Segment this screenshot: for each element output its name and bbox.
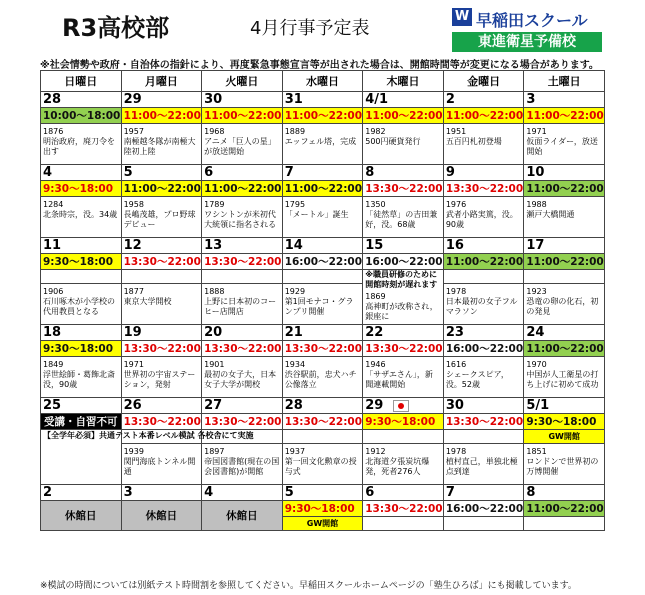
hours-row: [41, 414, 605, 430]
hours-cell: 11:00～22:00: [282, 108, 363, 124]
hours-cell: 11:00～22:00: [443, 108, 524, 124]
weekday-header-row: [41, 71, 605, 92]
mock-exam-note: 【全学年必須】共通テスト本番レベル模試 各校舎にて実施: [41, 430, 122, 485]
date-cell: 14: [282, 238, 363, 254]
date-cell: 5: [121, 165, 202, 181]
date-cell: 2: [443, 92, 524, 108]
empty-cell: [443, 517, 524, 531]
date-cell: 8: [363, 165, 444, 181]
weekday-header: 月曜日: [121, 71, 202, 92]
empty-cell: [524, 270, 605, 284]
history-event-cell: 1951 五百円札初登場: [443, 124, 524, 165]
date-cell: 5/1: [524, 398, 605, 414]
empty-cell: [524, 517, 605, 531]
date-cell: 8: [524, 485, 605, 501]
date-cell: 12: [121, 238, 202, 254]
weekday-header: 日曜日: [41, 71, 122, 92]
date-cell: 29: [121, 92, 202, 108]
date-cell: 5: [282, 485, 363, 501]
history-event-cell: 1876 明治政府，廃刀令を出す: [41, 124, 122, 165]
hours-cell: 11:00～22:00: [524, 501, 605, 517]
history-event-cell: 1958 長嶋茂雄，プロ野球デビュー: [121, 197, 202, 238]
school-logo: [452, 8, 602, 30]
history-event-cell: 1946 「サザエさん」，新聞連載開始: [363, 357, 444, 398]
date-cell: 3: [524, 92, 605, 108]
japan-flag-icon: [393, 400, 409, 412]
hours-cell: 13:30～22:00: [363, 501, 444, 517]
date-cell: 3: [121, 485, 202, 501]
date-cell: 4: [202, 485, 283, 501]
history-event-cell: 1616 シェークスピア，没。52歳: [443, 357, 524, 398]
event-row: [41, 284, 605, 325]
date-cell: 16: [443, 238, 524, 254]
hours-cell: 11:00～22:00: [524, 181, 605, 197]
hours-cell: 11:00～22:00: [524, 254, 605, 270]
event-row: [41, 444, 605, 485]
history-event-cell: 1789 ワシントンが米初代大統領に指名される: [202, 197, 283, 238]
date-row: [41, 325, 605, 341]
history-event-cell: 1968 アニメ「巨人の星」が放送開始: [202, 124, 283, 165]
empty-cell: [443, 430, 524, 444]
hours-cell: 9:30～18:00: [41, 254, 122, 270]
date-row: [41, 165, 605, 181]
date-cell: 29: [363, 398, 444, 414]
gw-open-badge: GW開館: [282, 517, 363, 531]
hours-cell: 11:00～22:00: [524, 108, 605, 124]
hours-cell: 16:00～22:00: [363, 254, 444, 270]
hours-cell: 9:30～18:00: [41, 181, 122, 197]
date-cell: 4/1: [363, 92, 444, 108]
history-event-cell: 1851 ロンドンで世界初の万博開催: [524, 444, 605, 485]
date-cell: 30: [443, 398, 524, 414]
hours-cell: 13:30～22:00: [363, 341, 444, 357]
history-event-cell: 1869 高神町が改称され，銀座に: [365, 292, 438, 321]
date-cell: 27: [202, 398, 283, 414]
event-row: [41, 197, 605, 238]
date-cell: 23: [443, 325, 524, 341]
hours-cell: 16:00～22:00: [443, 341, 524, 357]
hours-cell: 16:00～22:00: [282, 254, 363, 270]
date-row: [41, 92, 605, 108]
weekday-header: 水曜日: [282, 71, 363, 92]
history-event-cell: 1906 石川啄木が小学校の代用教員となる: [41, 284, 122, 325]
history-event-cell: 1897 帝国図書館(現在の国会図書館)が開館: [202, 444, 283, 485]
date-cell: 31: [282, 92, 363, 108]
date-cell: 24: [524, 325, 605, 341]
hours-cell: 休館日: [41, 501, 122, 531]
hours-cell: 11:00～22:00: [202, 108, 283, 124]
empty-cell: [363, 517, 444, 531]
hours-cell: 11:00～22:00: [443, 254, 524, 270]
history-event-cell: 1957 南極越冬隊が南極大陸初上陸: [121, 124, 202, 165]
date-cell: 28: [282, 398, 363, 414]
date-cell: 11: [41, 238, 122, 254]
hours-cell: 13:30～22:00: [202, 254, 283, 270]
note-row: [41, 430, 605, 444]
date-cell: 17: [524, 238, 605, 254]
page-subtitle: 4月行事予定表: [250, 18, 370, 39]
hours-cell: 10:00～18:00: [41, 108, 122, 124]
history-event-cell: 1877 東京大学開校: [121, 284, 202, 325]
hours-cell: 16:00～22:00: [443, 501, 524, 517]
date-cell: 28: [41, 92, 122, 108]
history-event-cell: 1901 最初の女子大，日本女子大学が開校: [202, 357, 283, 398]
empty-cell: [121, 270, 202, 284]
history-event-cell: 1978 植村直己，単独北極点到達: [443, 444, 524, 485]
w-logo-icon: W: [452, 8, 472, 26]
date-cell: 4: [41, 165, 122, 181]
empty-cell: [282, 430, 363, 444]
notice-text: ※社会情勢や政府・自治体の指針により、再度緊急事態宣言等が出された場合は、開館時間等が変更になる場合があります。: [40, 60, 599, 71]
history-event-cell: 1888 上野に日本初のコーヒー店開店: [202, 284, 283, 325]
history-event-cell: 1849 浮世絵師・葛飾北斎没，90歳: [41, 357, 122, 398]
toshin-logo: 東進衛星予備校: [452, 32, 602, 52]
date-cell: 7: [443, 485, 524, 501]
date-cell: 20: [202, 325, 283, 341]
date-cell: 10: [524, 165, 605, 181]
date-row: [41, 238, 605, 254]
date-cell: 13: [202, 238, 283, 254]
hours-cell: 13:30～22:00: [282, 341, 363, 357]
empty-cell: [202, 270, 283, 284]
history-event-cell: 1978 日本最初の女子フルマラソン: [443, 284, 524, 325]
weekday-header: 金曜日: [443, 71, 524, 92]
weekday-header: 火曜日: [202, 71, 283, 92]
weekday-header: 土曜日: [524, 71, 605, 92]
hours-row: [41, 254, 605, 270]
history-event-cell: 1971 仮面ライダー，放送開始: [524, 124, 605, 165]
date-row: [41, 398, 605, 414]
logo-text-top: 早稲田スクール: [476, 11, 588, 30]
date-cell: 2: [41, 485, 122, 501]
history-event-cell: 1889 エッフェル塔，完成: [282, 124, 363, 165]
history-event-cell: 1982 500円硬貨発行: [363, 124, 444, 165]
hours-cell: 13:30～22:00: [282, 414, 363, 430]
hours-cell: 13:30～22:00: [363, 181, 444, 197]
hours-cell: 休館日: [202, 501, 283, 531]
event-row: [41, 124, 605, 165]
hours-cell: 11:00～22:00: [524, 341, 605, 357]
history-event-cell: 1971 世界初の宇宙ステーション，発射: [121, 357, 202, 398]
date-cell: 6: [202, 165, 283, 181]
weekday-header: 木曜日: [363, 71, 444, 92]
history-event-cell: 1350 「徒然草」の吉田兼好，没。68歳: [363, 197, 444, 238]
hours-cell: 11:00～22:00: [121, 181, 202, 197]
history-event-cell: 1912 北海道夕張炭坑爆発，死者276人: [363, 444, 444, 485]
hours-cell: 9:30～18:00: [363, 414, 444, 430]
gw-open-badge: GW開館: [524, 430, 605, 444]
date-cell: 15: [363, 238, 444, 254]
date-row: [41, 485, 605, 501]
history-event-cell: 1923 恐竜の卵の化石，初の発見: [524, 284, 605, 325]
empty-cell: [363, 430, 444, 444]
history-event-cell: 1937 第一回文化勲章の授与式: [282, 444, 363, 485]
header: [0, 0, 645, 56]
history-event-cell: 1929 第1回モナコ・グランプリ開催: [282, 284, 363, 325]
date-cell: 30: [202, 92, 283, 108]
hours-cell: 13:30～22:00: [121, 254, 202, 270]
hours-row: [41, 108, 605, 124]
date-cell: 7: [282, 165, 363, 181]
date-cell: 26: [121, 398, 202, 414]
history-event-cell: 1976 武者小路実篤，没。90歳: [443, 197, 524, 238]
hours-row: [41, 501, 605, 517]
empty-cell: [443, 270, 524, 284]
history-event-cell: 1988 瀬戸大橋開通: [524, 197, 605, 238]
hours-cell: 11:00～22:00: [202, 181, 283, 197]
staff-training-note: ※職員研修のために開館時刻が遅れます 1869 高神町が改称され，銀座に: [363, 270, 444, 325]
history-event-cell: 1939 関門海底トンネル開通: [121, 444, 202, 485]
date-cell: 18: [41, 325, 122, 341]
hours-cell: 休館日: [121, 501, 202, 531]
hours-cell: 9:30～18:00: [524, 414, 605, 430]
empty-cell: [41, 270, 122, 284]
event-row: [41, 357, 605, 398]
hours-cell: 11:00～22:00: [282, 181, 363, 197]
date-cell: 19: [121, 325, 202, 341]
note-row: [41, 270, 605, 284]
hours-cell: 13:30～22:00: [202, 341, 283, 357]
hours-row: [41, 341, 605, 357]
date-cell: 22: [363, 325, 444, 341]
calendar-table: [40, 70, 605, 531]
history-event-cell: 1934 渋谷駅前，忠犬ハチ公像落立: [282, 357, 363, 398]
footer-note: ※模試の時間については別紙テスト時間割を参照してください。早稲田スクールホームページの「塾生ひろば」にも掲載しています。: [40, 581, 577, 591]
hours-cell: 13:30～22:00: [121, 414, 202, 430]
history-event-cell: 1795 「メートル」誕生: [282, 197, 363, 238]
hours-cell: 9:30～18:00: [41, 341, 122, 357]
history-event-cell: 1970 中国が人工衛星の打ち上げに初めて成功: [524, 357, 605, 398]
page-title: R3高校部: [62, 14, 170, 42]
hours-cell: 9:30～18:00: [282, 501, 363, 517]
hours-cell: 13:30～22:00: [443, 181, 524, 197]
date-cell: 25: [41, 398, 122, 414]
hours-cell: 13:30～22:00: [121, 341, 202, 357]
date-cell: 21: [282, 325, 363, 341]
hours-cell: 13:30～22:00: [202, 414, 283, 430]
date-cell: 9: [443, 165, 524, 181]
empty-cell: [282, 270, 363, 284]
hours-row: [41, 181, 605, 197]
hours-cell: 11:00～22:00: [121, 108, 202, 124]
hours-cell: 13:30～22:00: [443, 414, 524, 430]
date-cell: 6: [363, 485, 444, 501]
hours-cell: 11:00～22:00: [363, 108, 444, 124]
hours-cell: 受講・自習不可: [41, 414, 122, 430]
history-event-cell: 1284 北条時宗，没。34歳: [41, 197, 122, 238]
